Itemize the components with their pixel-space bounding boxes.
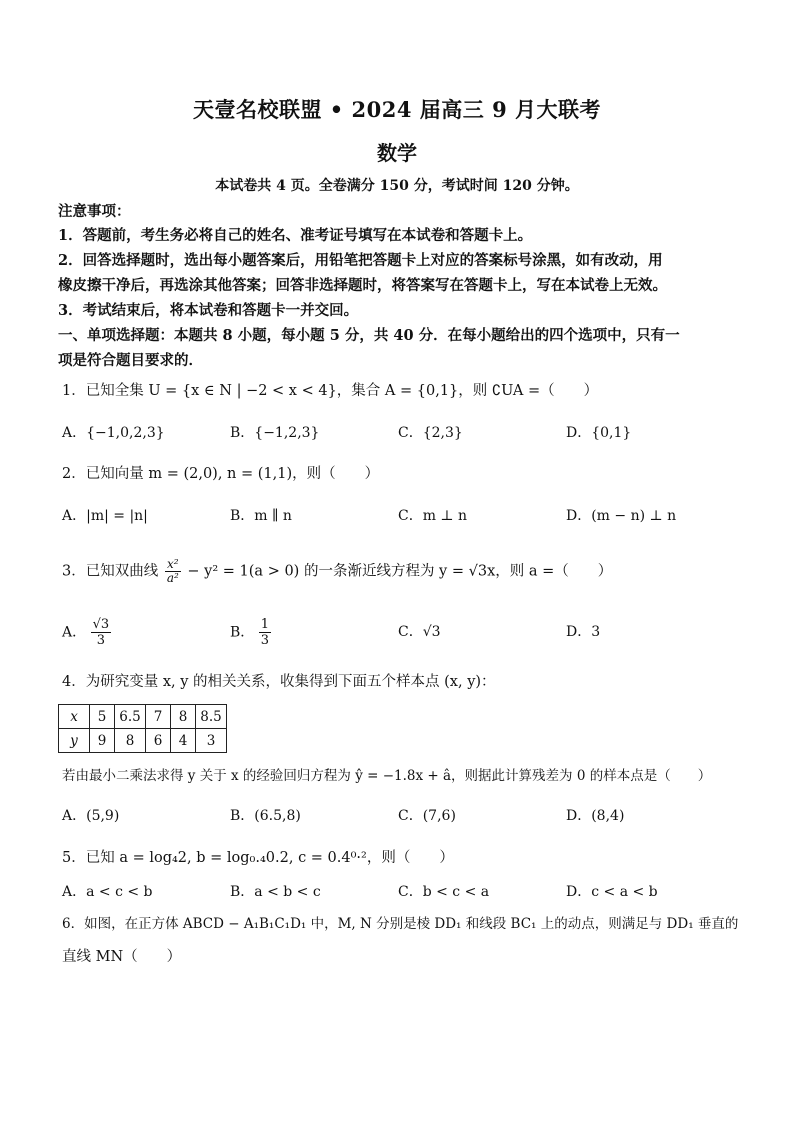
table-cell: 7	[146, 705, 171, 729]
sample-table	[58, 704, 227, 753]
question-3-fraction-num: x²	[165, 558, 181, 572]
question-4-follow: 若由最小二乘法求得 y 关于 x 的经验回归方程为 ŷ = −1.8x + â，则据此计算残差为 0 的样本点是（ ）	[62, 768, 712, 784]
section-heading: 一、单项选择题：本题共 8 小题，每小题 5 分，共 40 分．在每小题给出的四个选项中，只有一	[58, 327, 680, 344]
table-cell: 9	[90, 729, 115, 753]
question-5-stem: 5．已知 a = log₄2, b = log₀.₄0.2, c = 0.4⁰·²，则（ ）	[62, 850, 454, 866]
question-3-option-c: C．√3	[398, 624, 441, 640]
question-2-option-a: A．|m| = |n|	[62, 508, 148, 524]
question-6-stem: 6．如图，在正方体 ABCD − A₁B₁C₁D₁ 中，M, N 分别是棱 DD₁ 和线段 BC₁ 上的动点，则满足与 DD₁ 垂直的	[62, 916, 739, 932]
question-2-option-c: C．m ⊥ n	[398, 508, 468, 524]
question-5-option-d: D．c < a < b	[566, 884, 658, 900]
question-2-option-b: B．m ∥ n	[230, 508, 292, 524]
question-1-option-d: D．{0,1}	[566, 425, 632, 441]
table-cell: 8	[115, 729, 146, 753]
table-cell: 6	[146, 729, 171, 753]
question-2-stem: 2．已知向量 m = (2,0), n = (1,1)，则（ ）	[62, 466, 380, 482]
question-3-stem-post: − y² = 1(a > 0) 的一条渐近线方程为 y = √3x，则 a =（ ）	[187, 563, 613, 580]
question-1-option-c: C．{2,3}	[398, 425, 463, 441]
exam-title: 天壹名校联盟 • 2024 届高三 9 月大联考	[192, 97, 602, 122]
question-3-option-a-num: √3	[92, 617, 110, 632]
table-cell: 8.5	[196, 705, 227, 729]
question-4-option-d: D．(8,4)	[566, 808, 625, 824]
question-3-option-d: D．3	[566, 624, 601, 640]
table-cell: 6.5	[115, 705, 146, 729]
question-3-option-b-num: 1	[260, 617, 270, 632]
question-3-option-a-den: 3	[96, 633, 105, 648]
question-3-option-b	[230, 617, 271, 648]
question-1-option-a: A．{−1,0,2,3}	[62, 425, 165, 441]
question-4-option-c: C．(7,6)	[398, 808, 456, 824]
question-4-stem: 4．为研究变量 x, y 的相关关系，收集得到下面五个样本点 (x, y)：	[62, 674, 496, 690]
question-1-option-b: B．{−1,2,3}	[230, 425, 320, 441]
question-3-stem-pre: 3．已知双曲线	[62, 563, 159, 580]
question-3-option-b-fraction	[259, 617, 271, 648]
question-1-stem: 1．已知全集 U = {x ∈ N | −2 < x < 4}，集合 A = {0,1}，则 ∁UA =（ ）	[62, 383, 599, 399]
table-cell: 4	[171, 729, 196, 753]
note-2: 2．回答选择题时，选出每小题答案后，用铅笔把答题卡上对应的答案标号涂黑，如有改动，用	[58, 252, 663, 269]
section-heading-cont: 项是符合题目要求的．	[58, 352, 203, 369]
question-3-option-a	[62, 617, 111, 648]
exam-meta: 本试卷共 4 页。全卷满分 150 分，考试时间 120 分钟。	[215, 178, 579, 194]
table-row	[59, 705, 227, 729]
table-cell: 5	[90, 705, 115, 729]
question-3-option-a-letter: A．	[62, 624, 87, 641]
exam-subject: 数学	[377, 141, 417, 165]
note-3: 3．考试结束后，将本试卷和答题卡一并交回。	[58, 302, 359, 319]
question-3-option-b-letter: B．	[230, 624, 255, 641]
table-row	[59, 729, 227, 753]
note-2-cont: 橡皮擦干净后，再选涂其他答案；回答非选择题时，将答案写在答题卡上，写在本试卷上无效。	[58, 277, 667, 294]
question-5-option-b: B．a < b < c	[230, 884, 321, 900]
question-3-fraction	[165, 558, 181, 585]
question-4-option-b: B．(6.5,8)	[230, 808, 301, 824]
question-3-option-b-den: 3	[260, 633, 270, 648]
question-3-fraction-den: a²	[166, 571, 179, 585]
table-header-x: x	[59, 705, 90, 729]
question-5-option-c: C．b < c < a	[398, 884, 490, 900]
question-3-stem	[62, 558, 612, 585]
table-header-y: y	[59, 729, 90, 753]
question-5-option-a: A．a < c < b	[62, 884, 153, 900]
question-4-option-a: A．(5,9)	[62, 808, 120, 824]
table-cell: 8	[171, 705, 196, 729]
notes-heading: 注意事项：	[58, 203, 131, 220]
question-2-option-d: D．(m − n) ⊥ n	[566, 508, 677, 524]
question-6-stem-cont: 直线 MN（ ）	[62, 949, 182, 965]
note-1: 1．答题前，考生务必将自己的姓名、准考证号填写在本试卷和答题卡上。	[58, 227, 533, 244]
table-cell: 3	[196, 729, 227, 753]
question-3-option-a-fraction	[91, 617, 112, 648]
